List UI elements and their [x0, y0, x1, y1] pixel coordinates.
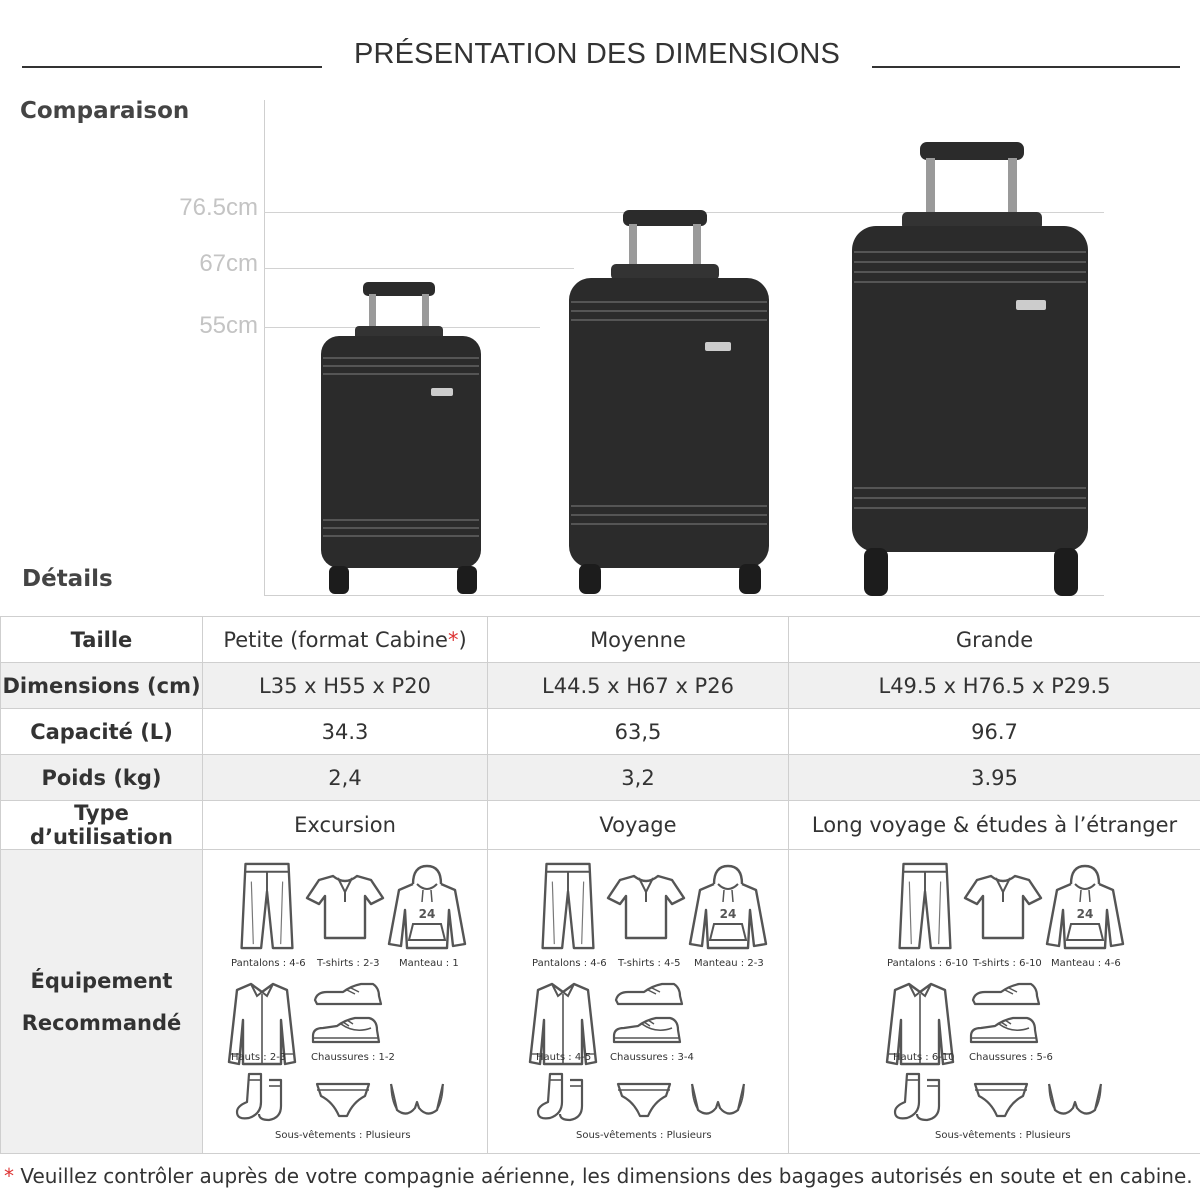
- header-rule-right: [872, 66, 1180, 68]
- comparison-axis-vertical: [264, 100, 265, 596]
- socks-icon: [534, 1072, 594, 1122]
- tshirt-icon: [305, 872, 385, 942]
- caption-pantalons: Pantalons : 4-6: [231, 958, 306, 969]
- sneaker-icon: [311, 1016, 381, 1048]
- briefs-icon: [614, 1080, 674, 1120]
- hoodie-icon: [387, 864, 467, 950]
- height-line-medium: [264, 268, 574, 269]
- briefs-icon: [971, 1080, 1031, 1120]
- cell-capacite-large: 96.7: [789, 709, 1200, 755]
- pants-icon: [895, 862, 955, 950]
- cell-usage-medium: Voyage: [488, 801, 789, 850]
- suitcase-small-image: [315, 280, 495, 598]
- sneaker-icon: [612, 1016, 682, 1048]
- details-table: [0, 616, 1200, 1154]
- tshirt-icon: [963, 872, 1043, 942]
- pants-icon: [538, 862, 598, 950]
- sneaker-icon: [969, 1016, 1039, 1048]
- caption-sous-vetements: Sous-vêtements : Plusieurs: [935, 1130, 1071, 1141]
- cell-equipment-large: [789, 850, 1200, 1154]
- briefs-icon: [313, 1080, 373, 1120]
- suitcase-large-image: [848, 140, 1098, 600]
- tshirt-icon: [606, 872, 686, 942]
- footnote-text: Veuillez contrôler auprès de votre compagnie aérienne, les dimensions des bagages autorisés en soute et en cabine.: [14, 1164, 1193, 1188]
- table-row-dimensions: [1, 663, 1200, 709]
- cell-dimensions-large: L49.5 x H76.5 x P29.5: [789, 663, 1200, 709]
- caption-manteau: Manteau : 1: [399, 958, 459, 969]
- bra-icon: [688, 1080, 748, 1120]
- cell-poids-large: 3.95: [789, 755, 1200, 801]
- row-label-poids: Poids (kg): [1, 755, 203, 801]
- row-label-dimensions: Dimensions (cm): [1, 663, 203, 709]
- caption-chaussures: Chaussures : 1-2: [311, 1052, 395, 1063]
- caption-manteau: Manteau : 4-6: [1051, 958, 1121, 969]
- caption-sous-vetements: Sous-vêtements : Plusieurs: [576, 1130, 712, 1141]
- cell-dimensions-small: L35 x H55 x P20: [203, 663, 488, 709]
- cell-poids-small: 2,4: [203, 755, 488, 801]
- cell-taille-medium: Moyenne: [488, 617, 789, 663]
- caption-hauts: Hauts : 4-5: [536, 1052, 592, 1063]
- dress-shoe-icon: [614, 982, 684, 1012]
- bra-icon: [387, 1080, 447, 1120]
- cell-equipment-small: [203, 850, 488, 1154]
- pants-icon: [237, 862, 297, 950]
- table-row-taille: [1, 617, 1200, 663]
- equipment-label-line2: Recommandé: [21, 1010, 182, 1035]
- header-rule-left: [22, 66, 322, 68]
- suitcase-medium-image: [565, 208, 785, 598]
- caption-sous-vetements: Sous-vêtements : Plusieurs: [275, 1130, 411, 1141]
- cell-taille-small: Petite (format Cabine*): [203, 617, 488, 663]
- hoodie-icon: [688, 864, 768, 950]
- cell-usage-large: Long voyage & études à l’étranger: [789, 801, 1200, 850]
- footnote: [4, 1164, 1193, 1188]
- bra-icon: [1045, 1080, 1105, 1120]
- table-row-poids: [1, 755, 1200, 801]
- caption-tshirts: T-shirts : 4-5: [618, 958, 681, 969]
- page-title: PRÉSENTATION DES DIMENSIONS: [353, 38, 841, 70]
- caption-manteau: Manteau : 2-3: [694, 958, 764, 969]
- caption-chaussures: Chaussures : 5-6: [969, 1052, 1053, 1063]
- cell-dimensions-medium: L44.5 x H67 x P26: [488, 663, 789, 709]
- cell-capacite-medium: 63,5: [488, 709, 789, 755]
- height-label-medium: 67cm: [199, 250, 258, 277]
- caption-chaussures: Chaussures : 3-4: [610, 1052, 694, 1063]
- cell-equipment-medium: [488, 850, 789, 1154]
- table-row-usage: [1, 801, 1200, 850]
- caption-pantalons: Pantalons : 6-10: [887, 958, 968, 969]
- row-label-equipment: [1, 850, 203, 1154]
- height-label-large: 76.5cm: [179, 194, 258, 221]
- height-label-small: 55cm: [199, 312, 258, 339]
- caption-tshirts: T-shirts : 2-3: [317, 958, 380, 969]
- comparison-label: Comparaison: [20, 98, 190, 124]
- cell-poids-medium: 3,2: [488, 755, 789, 801]
- cell-capacite-small: 34.3: [203, 709, 488, 755]
- footnote-star: *: [4, 1164, 14, 1188]
- dress-shoe-icon: [313, 982, 383, 1012]
- equipment-label-line1: Équipement: [30, 968, 173, 993]
- socks-icon: [891, 1072, 951, 1122]
- socks-icon: [233, 1072, 293, 1122]
- caption-hauts: Hauts : 6-10: [893, 1052, 955, 1063]
- row-label-usage: Type d’utilisation: [1, 801, 203, 850]
- table-row-capacite: [1, 709, 1200, 755]
- cell-usage-small: Excursion: [203, 801, 488, 850]
- caption-pantalons: Pantalons : 4-6: [532, 958, 607, 969]
- row-label-capacite: Capacité (L): [1, 709, 203, 755]
- table-row-equipment: [1, 850, 1200, 1154]
- dress-shoe-icon: [971, 982, 1041, 1012]
- cell-taille-large: Grande: [789, 617, 1200, 663]
- row-label-taille: Taille: [1, 617, 203, 663]
- hoodie-icon: [1045, 864, 1125, 950]
- caption-tshirts: T-shirts : 6-10: [973, 958, 1042, 969]
- details-label: Détails: [22, 566, 113, 592]
- caption-hauts: Hauts : 2-3: [231, 1052, 287, 1063]
